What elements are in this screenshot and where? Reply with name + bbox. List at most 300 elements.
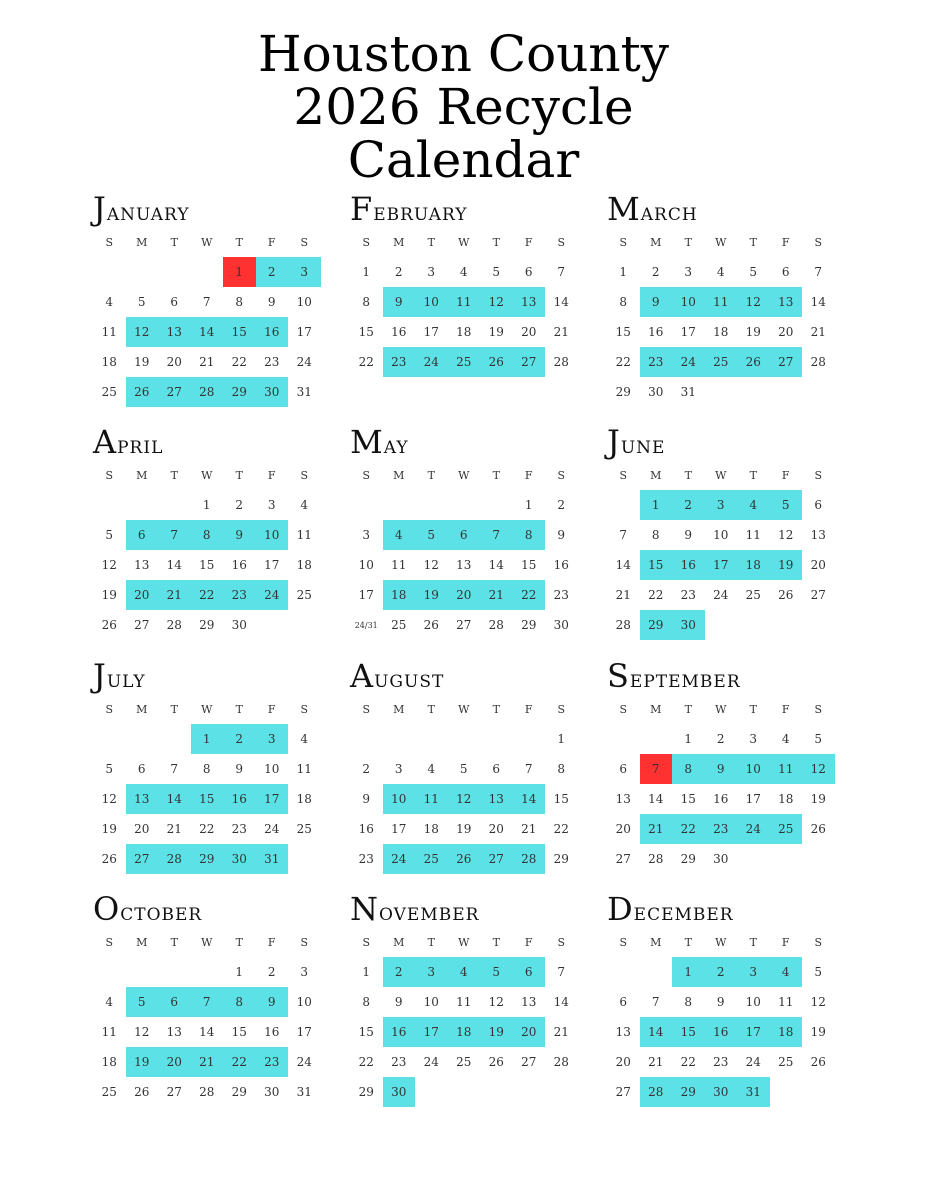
day-cell: 15 — [358, 1025, 374, 1039]
day-cell: 18 — [423, 822, 439, 836]
collection-day-cell: 5 — [415, 520, 448, 550]
day-cell: 13 — [810, 528, 826, 542]
day-cell: 12 — [488, 995, 504, 1009]
collection-day-cell: 21 — [480, 580, 513, 610]
day-cell: 30 — [648, 385, 664, 399]
collection-day-cell: 10 — [383, 784, 416, 814]
day-cell: 25 — [101, 385, 117, 399]
collection-day-cell: 15 — [191, 784, 224, 814]
day-cell: 28 — [488, 618, 504, 632]
day-cell: 7 — [651, 995, 660, 1009]
weekday-header: M — [393, 935, 405, 949]
weekday-header: M — [650, 935, 662, 949]
month-name: December — [607, 890, 734, 928]
day-cell: 3 — [684, 265, 693, 279]
day-cell: 28 — [199, 1085, 215, 1099]
day-cell: 26 — [488, 1055, 504, 1069]
day-cell: 19 — [810, 1025, 826, 1039]
collection-day-cell: 30 — [705, 1077, 738, 1107]
day-cell: 7 — [202, 295, 211, 309]
weekday-header: S — [362, 468, 371, 482]
collection-day-cell: 18 — [737, 550, 770, 580]
day-cell: 7 — [524, 762, 533, 776]
day-cell: 14 — [615, 558, 631, 572]
day-cell: 3 — [300, 965, 309, 979]
weekday-header: F — [524, 935, 533, 949]
collection-day-cell: 8 — [223, 987, 256, 1017]
weekday-header: T — [170, 702, 178, 716]
collection-day-cell: 25 — [415, 844, 448, 874]
month-name: April — [93, 423, 164, 461]
collection-day-cell: 28 — [640, 1077, 673, 1107]
collection-day-cell: 16 — [256, 317, 289, 347]
collection-day-cell: 22 — [513, 580, 546, 610]
month-august — [350, 657, 580, 887]
collection-day-cell: 30 — [672, 610, 705, 640]
day-cell: 31 — [296, 385, 312, 399]
day-cell: 9 — [235, 762, 244, 776]
day-cell: 3 — [267, 498, 276, 512]
collection-day-cell: 26 — [737, 347, 770, 377]
weekday-header: T — [749, 468, 757, 482]
weekday-header: T — [427, 702, 435, 716]
day-cell: 21 — [615, 588, 631, 602]
day-cell: 14 — [166, 558, 182, 572]
collection-day-cell: 25 — [448, 347, 481, 377]
collection-day-cell: 12 — [126, 317, 159, 347]
day-cell: 11 — [296, 528, 312, 542]
day-cell: 26 — [101, 618, 117, 632]
day-cell: 4 — [300, 732, 309, 746]
month-name: August — [350, 657, 445, 695]
collection-day-cell: 20 — [513, 1017, 546, 1047]
day-cell: 2 — [651, 265, 660, 279]
day-cell: 9 — [394, 995, 403, 1009]
title-line: Houston County — [258, 25, 669, 83]
day-cell: 16 — [713, 792, 729, 806]
collection-day-cell: 9 — [383, 287, 416, 317]
collection-day-cell: 1 — [191, 724, 224, 754]
weekday-header: F — [781, 935, 790, 949]
month-november — [350, 890, 580, 1120]
day-cell: 2 — [394, 265, 403, 279]
day-cell: 25 — [778, 1055, 794, 1069]
day-cell: 1 — [202, 498, 211, 512]
weekday-header: W — [715, 468, 727, 482]
day-cell: 18 — [101, 355, 117, 369]
collection-day-cell: 30 — [383, 1077, 416, 1107]
day-cell: 29 — [615, 385, 631, 399]
day-cell: 25 — [296, 822, 312, 836]
day-cell: 28 — [648, 852, 664, 866]
day-cell: 8 — [619, 295, 628, 309]
weekday-header: T — [235, 235, 243, 249]
weekday-header: W — [201, 235, 213, 249]
weekday-header: W — [201, 468, 213, 482]
day-cell: 11 — [101, 1025, 117, 1039]
collection-day-cell: 4 — [770, 957, 803, 987]
weekday-header: T — [684, 235, 692, 249]
day-cell: 4 — [300, 498, 309, 512]
day-cell: 5 — [459, 762, 468, 776]
day-cell: 8 — [684, 995, 693, 1009]
collection-day-cell: 24 — [256, 580, 289, 610]
day-cell: 28 — [553, 355, 569, 369]
weekday-header: W — [458, 702, 470, 716]
day-cell: 2 — [235, 498, 244, 512]
collection-day-cell: 29 — [672, 1077, 705, 1107]
collection-day-cell: 11 — [448, 287, 481, 317]
day-cell: 28 — [810, 355, 826, 369]
day-cell: 6 — [170, 295, 179, 309]
collection-day-cell: 16 — [672, 550, 705, 580]
day-cell: 24 — [296, 355, 312, 369]
collection-day-cell: 16 — [223, 784, 256, 814]
day-cell: 24 — [713, 588, 729, 602]
month-name: October — [93, 890, 203, 928]
day-cell: 11 — [456, 995, 472, 1009]
collection-day-cell: 13 — [770, 287, 803, 317]
weekday-header: F — [267, 235, 276, 249]
day-cell: 8 — [557, 762, 566, 776]
weekday-header: M — [650, 235, 662, 249]
weekday-header: W — [715, 235, 727, 249]
day-cell: 12 — [423, 558, 439, 572]
day-cell: 23 — [231, 822, 247, 836]
day-cell: 25 — [101, 1085, 117, 1099]
collection-day-cell: 23 — [640, 347, 673, 377]
day-cell: 7 — [557, 265, 566, 279]
collection-day-cell: 15 — [672, 1017, 705, 1047]
weekday-header: F — [524, 702, 533, 716]
collection-day-cell: 26 — [448, 844, 481, 874]
collection-day-cell: 6 — [513, 957, 546, 987]
collection-day-cell: 18 — [383, 580, 416, 610]
day-cell: 24 — [423, 1055, 439, 1069]
collection-day-cell: 16 — [383, 1017, 416, 1047]
day-cell: 27 — [615, 852, 631, 866]
day-cell: 3 — [749, 732, 758, 746]
collection-day-cell: 13 — [513, 287, 546, 317]
day-cell: 12 — [134, 1025, 150, 1039]
collection-day-cell: 19 — [770, 550, 803, 580]
day-cell: 23 — [358, 852, 374, 866]
collection-day-cell: 1 — [672, 957, 705, 987]
day-cell: 14 — [648, 792, 664, 806]
collection-day-cell: 8 — [513, 520, 546, 550]
collection-day-cell: 19 — [415, 580, 448, 610]
collection-day-cell: 22 — [223, 1047, 256, 1077]
day-cell: 25 — [456, 1055, 472, 1069]
collection-day-cell: 15 — [223, 317, 256, 347]
weekday-header: S — [814, 702, 823, 716]
day-cell: 18 — [296, 558, 312, 572]
weekday-header: T — [235, 935, 243, 949]
collection-day-cell: 17 — [737, 1017, 770, 1047]
collection-day-cell: 26 — [126, 377, 159, 407]
weekday-header: T — [170, 468, 178, 482]
collection-day-cell: 13 — [158, 317, 191, 347]
day-cell: 11 — [101, 325, 117, 339]
weekday-header: S — [814, 235, 823, 249]
day-cell: 2 — [557, 498, 566, 512]
collection-day-cell: 9 — [705, 754, 738, 784]
collection-day-cell: 12 — [448, 784, 481, 814]
day-cell: 13 — [166, 1025, 182, 1039]
day-cell: 18 — [101, 1055, 117, 1069]
weekday-header: T — [684, 468, 692, 482]
month-name: July — [93, 657, 146, 695]
weekday-header: T — [749, 235, 757, 249]
weekday-header: W — [458, 468, 470, 482]
day-cell: 14 — [553, 995, 569, 1009]
day-cell: 9 — [716, 995, 725, 1009]
collection-day-cell: 3 — [288, 257, 321, 287]
day-cell: 29 — [553, 852, 569, 866]
weekday-header: M — [136, 468, 148, 482]
month-name: May — [350, 423, 409, 461]
day-cell: 14 — [553, 295, 569, 309]
day-cell: 29 — [358, 1085, 374, 1099]
day-cell: 24 — [745, 1055, 761, 1069]
day-cell: 11 — [391, 558, 407, 572]
day-cell: 20 — [615, 1055, 631, 1069]
collection-day-cell: 28 — [158, 844, 191, 874]
day-cell: 9 — [684, 528, 693, 542]
day-cell: 29 — [680, 852, 696, 866]
day-cell: 22 — [648, 588, 664, 602]
weekday-header: S — [619, 235, 628, 249]
month-october — [93, 890, 323, 1120]
day-cell: 18 — [778, 792, 794, 806]
day-cell: 26 — [423, 618, 439, 632]
holiday-day-cell: 7 — [640, 754, 673, 784]
collection-day-cell: 21 — [158, 580, 191, 610]
day-cell: 5 — [137, 295, 146, 309]
weekday-header: T — [492, 702, 500, 716]
day-cell: 15 — [553, 792, 569, 806]
day-cell: 2 — [362, 762, 371, 776]
day-cell: 15 — [199, 558, 215, 572]
weekday-header: M — [393, 468, 405, 482]
collection-day-cell: 6 — [126, 520, 159, 550]
month-june — [607, 423, 837, 653]
collection-day-cell: 3 — [705, 490, 738, 520]
month-january — [93, 190, 323, 420]
day-cell: 6 — [814, 498, 823, 512]
weekday-header: T — [684, 935, 692, 949]
day-cell: 26 — [810, 822, 826, 836]
collection-day-cell: 23 — [223, 580, 256, 610]
weekday-header: T — [492, 235, 500, 249]
collection-day-cell: 3 — [737, 957, 770, 987]
collection-day-cell: 12 — [737, 287, 770, 317]
day-cell: 9 — [267, 295, 276, 309]
month-may — [350, 423, 580, 653]
collection-day-cell: 7 — [191, 987, 224, 1017]
title-line: 2026 Recycle — [293, 78, 634, 136]
month-name: June — [607, 423, 666, 461]
month-february — [350, 190, 580, 420]
day-cell: 9 — [557, 528, 566, 542]
day-cell: 4 — [105, 995, 114, 1009]
weekday-header: S — [814, 935, 823, 949]
collection-day-cell: 8 — [672, 754, 705, 784]
collection-day-cell: 23 — [383, 347, 416, 377]
day-cell: 24 — [296, 1055, 312, 1069]
day-cell: 27 — [521, 1055, 537, 1069]
day-cell: 21 — [521, 822, 537, 836]
collection-day-cell: 24 — [737, 814, 770, 844]
collection-day-cell: 9 — [256, 987, 289, 1017]
day-cell: 26 — [134, 1085, 150, 1099]
weekday-header: S — [362, 235, 371, 249]
collection-day-cell: 8 — [191, 520, 224, 550]
collection-day-cell: 4 — [383, 520, 416, 550]
day-cell: 8 — [362, 995, 371, 1009]
collection-day-cell: 6 — [448, 520, 481, 550]
collection-day-cell: 20 — [158, 1047, 191, 1077]
collection-day-cell: 2 — [223, 724, 256, 754]
weekday-header: M — [136, 235, 148, 249]
day-cell: 4 — [459, 265, 468, 279]
day-cell: 27 — [615, 1085, 631, 1099]
collection-day-cell: 13 — [126, 784, 159, 814]
weekday-header: S — [105, 468, 114, 482]
day-cell: 20 — [615, 822, 631, 836]
day-cell: 12 — [810, 995, 826, 1009]
weekday-header: T — [235, 468, 243, 482]
weekday-header: F — [524, 235, 533, 249]
day-cell: 18 — [713, 325, 729, 339]
day-cell: 31 — [296, 1085, 312, 1099]
day-cell: 16 — [648, 325, 664, 339]
weekday-header: S — [300, 468, 309, 482]
day-cell: 22 — [358, 1055, 374, 1069]
day-cell: 2 — [716, 732, 725, 746]
day-cell: 17 — [391, 822, 407, 836]
collection-day-cell: 28 — [513, 844, 546, 874]
day-cell: 21 — [553, 325, 569, 339]
day-cell: 23 — [713, 1055, 729, 1069]
day-cell: 10 — [296, 295, 312, 309]
collection-day-cell: 2 — [383, 957, 416, 987]
collection-day-cell: 29 — [223, 377, 256, 407]
day-cell: 26 — [778, 588, 794, 602]
day-cell: 28 — [615, 618, 631, 632]
weekday-header: T — [749, 702, 757, 716]
weekday-header: S — [105, 935, 114, 949]
collection-day-cell: 27 — [480, 844, 513, 874]
weekday-header: W — [458, 935, 470, 949]
collection-day-cell: 5 — [770, 490, 803, 520]
day-cell: 26 — [810, 1055, 826, 1069]
day-cell: 20 — [778, 325, 794, 339]
day-cell: 6 — [619, 762, 628, 776]
collection-day-cell: 29 — [640, 610, 673, 640]
day-cell: 3 — [394, 762, 403, 776]
month-name: January — [93, 190, 190, 228]
collection-day-cell: 22 — [191, 580, 224, 610]
day-cell: 10 — [423, 995, 439, 1009]
day-cell: 20 — [166, 355, 182, 369]
collection-day-cell: 27 — [126, 844, 159, 874]
collection-day-cell: 5 — [126, 987, 159, 1017]
day-cell: 25 — [296, 588, 312, 602]
collection-day-cell: 13 — [480, 784, 513, 814]
day-cell: 24/31 — [354, 620, 378, 630]
collection-day-cell: 7 — [158, 520, 191, 550]
collection-day-cell: 7 — [480, 520, 513, 550]
day-cell: 25 — [745, 588, 761, 602]
collection-day-cell: 31 — [737, 1077, 770, 1107]
weekday-header: M — [650, 468, 662, 482]
day-cell: 15 — [615, 325, 631, 339]
day-cell: 8 — [235, 295, 244, 309]
day-cell: 23 — [264, 355, 280, 369]
day-cell: 1 — [362, 965, 371, 979]
day-cell: 15 — [680, 792, 696, 806]
day-cell: 13 — [615, 792, 631, 806]
collection-day-cell: 24 — [415, 347, 448, 377]
collection-day-cell: 9 — [223, 520, 256, 550]
weekday-header: W — [458, 235, 470, 249]
collection-day-cell: 10 — [256, 520, 289, 550]
month-december — [607, 890, 837, 1120]
weekday-header: T — [427, 935, 435, 949]
day-cell: 19 — [101, 822, 117, 836]
weekday-header: S — [557, 935, 566, 949]
day-cell: 20 — [521, 325, 537, 339]
day-cell: 21 — [648, 1055, 664, 1069]
day-cell: 3 — [362, 528, 371, 542]
weekday-header: T — [170, 235, 178, 249]
collection-day-cell: 18 — [770, 1017, 803, 1047]
weekday-header: W — [715, 935, 727, 949]
weekday-header: S — [362, 935, 371, 949]
day-cell: 8 — [362, 295, 371, 309]
weekday-header: T — [235, 702, 243, 716]
day-cell: 7 — [814, 265, 823, 279]
day-cell: 4 — [427, 762, 436, 776]
day-cell: 13 — [615, 1025, 631, 1039]
day-cell: 16 — [231, 558, 247, 572]
weekday-header: S — [300, 935, 309, 949]
collection-day-cell: 20 — [448, 580, 481, 610]
day-cell: 18 — [296, 792, 312, 806]
collection-day-cell: 24 — [672, 347, 705, 377]
day-cell: 10 — [358, 558, 374, 572]
collection-day-cell: 21 — [640, 814, 673, 844]
collection-day-cell: 14 — [513, 784, 546, 814]
weekday-header: T — [427, 468, 435, 482]
day-cell: 1 — [619, 265, 628, 279]
collection-day-cell: 11 — [770, 754, 803, 784]
day-cell: 17 — [296, 1025, 312, 1039]
day-cell: 30 — [713, 852, 729, 866]
collection-day-cell: 17 — [415, 1017, 448, 1047]
day-cell: 30 — [553, 618, 569, 632]
weekday-header: T — [684, 702, 692, 716]
day-cell: 2 — [267, 965, 276, 979]
day-cell: 27 — [166, 1085, 182, 1099]
day-cell: 5 — [105, 762, 114, 776]
month-september — [607, 657, 837, 887]
day-cell: 21 — [553, 1025, 569, 1039]
weekday-header: W — [715, 702, 727, 716]
day-cell: 21 — [810, 325, 826, 339]
day-cell: 19 — [810, 792, 826, 806]
